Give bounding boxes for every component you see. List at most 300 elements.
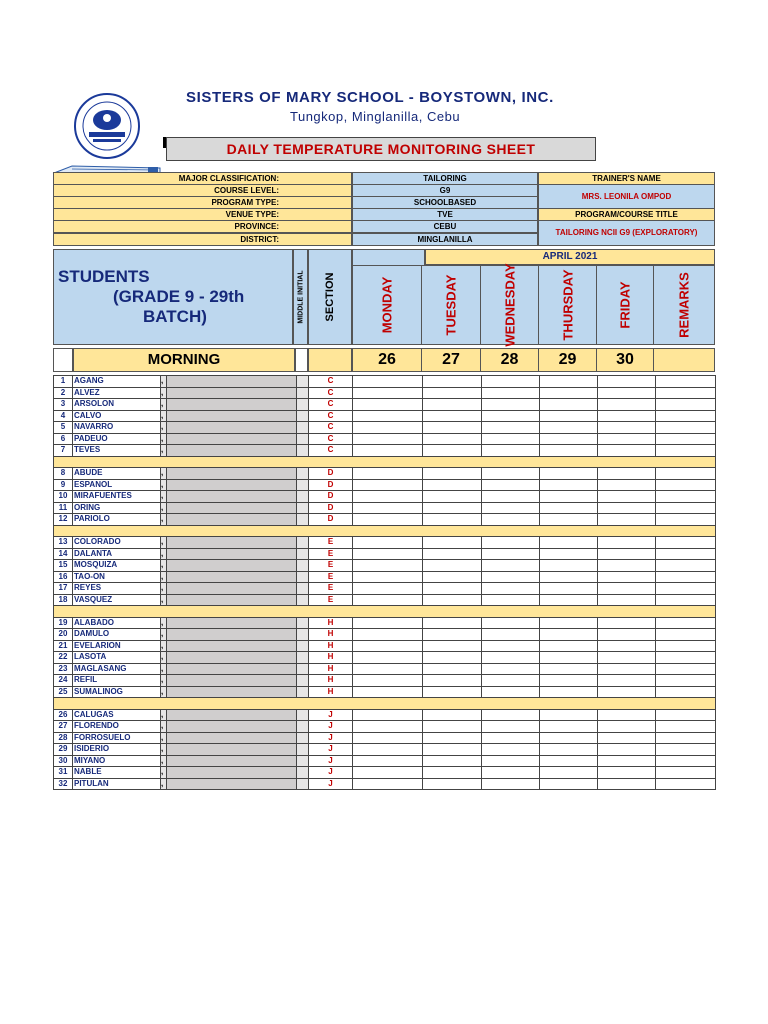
student-number: 19 (54, 617, 73, 629)
temperature-cell-thursday[interactable] (540, 721, 598, 733)
name-separator: , (161, 502, 167, 514)
student-number: 18 (54, 594, 73, 606)
middle-initial-cell[interactable] (297, 514, 309, 526)
temperature-cell-monday[interactable] (353, 663, 423, 675)
temperature-cell-monday[interactable] (353, 422, 423, 434)
student-section: E (309, 537, 353, 549)
temperature-cell-tuesday[interactable] (423, 376, 482, 388)
temperature-cell-tuesday[interactable] (423, 422, 482, 434)
middle-initial-cell[interactable] (297, 594, 309, 606)
remarks-cell[interactable] (656, 778, 716, 790)
student-number: 30 (54, 755, 73, 767)
table-row (54, 376, 716, 388)
temperature-cell-wednesday[interactable] (482, 514, 540, 526)
temperature-cell-friday[interactable] (598, 514, 656, 526)
student-given-name-cell[interactable] (167, 583, 297, 595)
temperature-cell-thursday[interactable] (540, 514, 598, 526)
temperature-cell-monday[interactable] (353, 629, 423, 641)
temperature-cell-thursday[interactable] (540, 502, 598, 514)
temperature-cell-tuesday[interactable] (423, 514, 482, 526)
temperature-cell-tuesday[interactable] (423, 387, 482, 399)
table-row (54, 445, 716, 457)
temperature-cell-wednesday[interactable] (482, 709, 540, 721)
name-separator: , (161, 387, 167, 399)
temperature-cell-thursday[interactable] (540, 663, 598, 675)
remarks-cell[interactable] (656, 709, 716, 721)
temperature-cell-thursday[interactable] (540, 491, 598, 503)
student-given-name-cell[interactable] (167, 445, 297, 457)
temperature-cell-monday[interactable] (353, 433, 423, 445)
temperature-cell-tuesday[interactable] (423, 537, 482, 549)
section-header: SECTION (308, 249, 352, 345)
student-number: 29 (54, 744, 73, 756)
student-given-name-cell[interactable] (167, 629, 297, 641)
temperature-cell-wednesday[interactable] (482, 410, 540, 422)
table-row (54, 629, 716, 641)
middle-initial-cell[interactable] (297, 675, 309, 687)
temperature-cell-friday[interactable] (598, 376, 656, 388)
middle-initial-cell[interactable] (297, 433, 309, 445)
temperature-cell-monday[interactable] (353, 594, 423, 606)
temperature-cell-tuesday[interactable] (423, 778, 482, 790)
student-given-name-cell[interactable] (167, 479, 297, 491)
remarks-cell[interactable] (656, 732, 716, 744)
temperature-cell-wednesday[interactable] (482, 502, 540, 514)
remarks-cell[interactable] (656, 548, 716, 560)
student-section: E (309, 571, 353, 583)
temperature-cell-friday[interactable] (598, 399, 656, 411)
temperature-cell-monday[interactable] (353, 479, 423, 491)
temperature-cell-friday[interactable] (598, 479, 656, 491)
remarks-cell[interactable] (656, 399, 716, 411)
student-given-name-cell[interactable] (167, 663, 297, 675)
temperature-cell-wednesday[interactable] (482, 594, 540, 606)
temperature-cell-thursday[interactable] (540, 594, 598, 606)
temperature-cell-monday[interactable] (353, 583, 423, 595)
student-number: 23 (54, 663, 73, 675)
middle-initial-cell[interactable] (297, 537, 309, 549)
middle-initial-cell[interactable] (297, 629, 309, 641)
middle-initial-cell[interactable] (297, 732, 309, 744)
temperature-cell-friday[interactable] (598, 640, 656, 652)
middle-initial-cell[interactable] (297, 491, 309, 503)
temperature-cell-thursday[interactable] (540, 675, 598, 687)
temperature-cell-tuesday[interactable] (423, 410, 482, 422)
temperature-cell-friday[interactable] (598, 675, 656, 687)
temperature-cell-tuesday[interactable] (423, 744, 482, 756)
student-section: J (309, 778, 353, 790)
temperature-cell-friday[interactable] (598, 744, 656, 756)
student-given-name-cell[interactable] (167, 571, 297, 583)
temperature-cell-friday[interactable] (598, 663, 656, 675)
temperature-cell-monday[interactable] (353, 686, 423, 698)
student-number: 3 (54, 399, 73, 411)
temperature-cell-tuesday[interactable] (423, 652, 482, 664)
temperature-cell-thursday[interactable] (540, 778, 598, 790)
temperature-cell-wednesday[interactable] (482, 732, 540, 744)
student-surname: CALUGAS (73, 709, 161, 721)
temperature-cell-thursday[interactable] (540, 629, 598, 641)
student-given-name-cell[interactable] (167, 617, 297, 629)
temperature-cell-thursday[interactable] (540, 571, 598, 583)
remarks-cell[interactable] (656, 755, 716, 767)
middle-initial-cell[interactable] (297, 422, 309, 434)
temperature-cell-wednesday[interactable] (482, 571, 540, 583)
student-number: 11 (54, 502, 73, 514)
students-header (53, 249, 293, 345)
temperature-cell-friday[interactable] (598, 721, 656, 733)
middle-initial-cell[interactable] (297, 399, 309, 411)
middle-initial-cell[interactable] (297, 571, 309, 583)
student-given-name-cell[interactable] (167, 652, 297, 664)
temperature-cell-wednesday[interactable] (482, 399, 540, 411)
temperature-cell-tuesday[interactable] (423, 721, 482, 733)
student-given-name-cell[interactable] (167, 410, 297, 422)
temperature-cell-friday[interactable] (598, 755, 656, 767)
temperature-cell-friday[interactable] (598, 652, 656, 664)
student-given-name-cell[interactable] (167, 721, 297, 733)
program-title: TAILORING NCII G9 (EXPLORATORY) (538, 220, 715, 246)
temperature-cell-monday[interactable] (353, 778, 423, 790)
student-given-name-cell[interactable] (167, 537, 297, 549)
table-row (54, 502, 716, 514)
student-given-name-cell[interactable] (167, 778, 297, 790)
name-separator: , (161, 744, 167, 756)
student-given-name-cell[interactable] (167, 422, 297, 434)
temperature-cell-thursday[interactable] (540, 709, 598, 721)
remarks-cell[interactable] (656, 663, 716, 675)
remarks-cell[interactable] (656, 479, 716, 491)
middle-initial-cell[interactable] (297, 652, 309, 664)
student-number: 8 (54, 468, 73, 480)
temperature-cell-monday[interactable] (353, 675, 423, 687)
program-header: PROGRAM/COURSE TITLE (538, 208, 715, 221)
temperature-cell-friday[interactable] (598, 778, 656, 790)
student-number: 7 (54, 445, 73, 457)
student-section: J (309, 721, 353, 733)
temperature-cell-friday[interactable] (598, 387, 656, 399)
student-given-name-cell[interactable] (167, 502, 297, 514)
temperature-cell-monday[interactable] (353, 537, 423, 549)
temperature-cell-thursday[interactable] (540, 652, 598, 664)
temperature-cell-friday[interactable] (598, 732, 656, 744)
temperature-cell-tuesday[interactable] (423, 755, 482, 767)
remarks-cell[interactable] (656, 387, 716, 399)
temperature-cell-wednesday[interactable] (482, 537, 540, 549)
temperature-cell-tuesday[interactable] (423, 491, 482, 503)
temperature-cell-wednesday[interactable] (482, 445, 540, 457)
student-given-name-cell[interactable] (167, 709, 297, 721)
remarks-cell[interactable] (656, 686, 716, 698)
student-number: 4 (54, 410, 73, 422)
middle-initial-cell[interactable] (297, 778, 309, 790)
temperature-cell-tuesday[interactable] (423, 502, 482, 514)
temperature-cell-monday[interactable] (353, 767, 423, 779)
student-given-name-cell[interactable] (167, 468, 297, 480)
middle-initial-cell[interactable] (297, 686, 309, 698)
middle-initial-cell[interactable] (297, 663, 309, 675)
temperature-cell-wednesday[interactable] (482, 422, 540, 434)
temperature-cell-friday[interactable] (598, 491, 656, 503)
temperature-cell-monday[interactable] (353, 468, 423, 480)
temperature-cell-monday[interactable] (353, 445, 423, 457)
temperature-cell-tuesday[interactable] (423, 686, 482, 698)
remarks-cell[interactable] (656, 583, 716, 595)
student-given-name-cell[interactable] (167, 399, 297, 411)
temperature-cell-wednesday[interactable] (482, 617, 540, 629)
temperature-cell-tuesday[interactable] (423, 617, 482, 629)
temperature-cell-tuesday[interactable] (423, 583, 482, 595)
middle-initial-cell[interactable] (297, 755, 309, 767)
temperature-cell-thursday[interactable] (540, 732, 598, 744)
temperature-cell-monday[interactable] (353, 709, 423, 721)
temperature-cell-wednesday[interactable] (482, 767, 540, 779)
temperature-cell-monday[interactable] (353, 514, 423, 526)
section-separator-row (54, 456, 716, 468)
temperature-cell-friday[interactable] (598, 445, 656, 457)
name-separator: , (161, 594, 167, 606)
temperature-cell-thursday[interactable] (540, 445, 598, 457)
middle-initial-cell[interactable] (297, 767, 309, 779)
temperature-cell-tuesday[interactable] (423, 479, 482, 491)
remarks-cell[interactable] (656, 422, 716, 434)
remarks-cell[interactable] (656, 640, 716, 652)
student-given-name-cell[interactable] (167, 594, 297, 606)
remarks-cell[interactable] (656, 560, 716, 572)
remarks-cell[interactable] (656, 594, 716, 606)
temperature-cell-thursday[interactable] (540, 583, 598, 595)
day-header-monday: MONDAY (352, 265, 422, 345)
temperature-cell-monday[interactable] (353, 410, 423, 422)
temperature-cell-friday[interactable] (598, 537, 656, 549)
student-given-name-cell[interactable] (167, 387, 297, 399)
temperature-cell-friday[interactable] (598, 629, 656, 641)
temperature-cell-friday[interactable] (598, 571, 656, 583)
remarks-cell[interactable] (656, 445, 716, 457)
temperature-cell-tuesday[interactable] (423, 571, 482, 583)
remarks-cell[interactable] (656, 410, 716, 422)
middle-initial-cell[interactable] (297, 479, 309, 491)
temperature-cell-tuesday[interactable] (423, 594, 482, 606)
table-row (54, 675, 716, 687)
temperature-cell-thursday[interactable] (540, 468, 598, 480)
middle-initial-cell[interactable] (297, 445, 309, 457)
info-value-program-type: SCHOOLBASED (352, 196, 538, 209)
remarks-cell[interactable] (656, 617, 716, 629)
remarks-cell[interactable] (656, 675, 716, 687)
temperature-cell-tuesday[interactable] (423, 709, 482, 721)
temperature-cell-tuesday[interactable] (423, 732, 482, 744)
temperature-cell-wednesday[interactable] (482, 744, 540, 756)
remarks-cell[interactable] (656, 571, 716, 583)
middle-initial-cell[interactable] (297, 560, 309, 572)
temperature-cell-wednesday[interactable] (482, 778, 540, 790)
middle-initial-cell[interactable] (297, 468, 309, 480)
student-given-name-cell[interactable] (167, 732, 297, 744)
name-separator: , (161, 560, 167, 572)
student-section: C (309, 445, 353, 457)
temperature-cell-friday[interactable] (598, 433, 656, 445)
student-given-name-cell[interactable] (167, 744, 297, 756)
middle-initial-cell[interactable] (297, 709, 309, 721)
temperature-cell-thursday[interactable] (540, 744, 598, 756)
temperature-cell-wednesday[interactable] (482, 583, 540, 595)
temperature-cell-thursday[interactable] (540, 387, 598, 399)
temperature-cell-friday[interactable] (598, 560, 656, 572)
middle-initial-cell[interactable] (297, 548, 309, 560)
temperature-cell-monday[interactable] (353, 560, 423, 572)
name-separator: , (161, 514, 167, 526)
student-given-name-cell[interactable] (167, 640, 297, 652)
middle-initial-cell[interactable] (297, 744, 309, 756)
temperature-cell-friday[interactable] (598, 548, 656, 560)
student-given-name-cell[interactable] (167, 560, 297, 572)
temperature-cell-thursday[interactable] (540, 537, 598, 549)
remarks-cell[interactable] (656, 721, 716, 733)
student-given-name-cell[interactable] (167, 491, 297, 503)
middle-initial-cell[interactable] (297, 583, 309, 595)
student-number: 16 (54, 571, 73, 583)
temperature-cell-tuesday[interactable] (423, 560, 482, 572)
temperature-cell-monday[interactable] (353, 502, 423, 514)
temperature-cell-thursday[interactable] (540, 560, 598, 572)
temperature-cell-monday[interactable] (353, 548, 423, 560)
info-label-venue-type: VENUE TYPE: (53, 208, 352, 221)
remarks-cell[interactable] (656, 767, 716, 779)
temperature-cell-friday[interactable] (598, 410, 656, 422)
middle-initial-cell[interactable] (297, 640, 309, 652)
name-separator: , (161, 537, 167, 549)
temperature-cell-tuesday[interactable] (423, 548, 482, 560)
temperature-cell-thursday[interactable] (540, 640, 598, 652)
remarks-cell[interactable] (656, 537, 716, 549)
temperature-cell-thursday[interactable] (540, 617, 598, 629)
middle-initial-cell[interactable] (297, 387, 309, 399)
remarks-cell[interactable] (656, 629, 716, 641)
temperature-cell-tuesday[interactable] (423, 433, 482, 445)
temperature-cell-monday[interactable] (353, 571, 423, 583)
remarks-cell[interactable] (656, 514, 716, 526)
remarks-cell[interactable] (656, 744, 716, 756)
temperature-cell-monday[interactable] (353, 744, 423, 756)
student-given-name-cell[interactable] (167, 514, 297, 526)
temperature-cell-monday[interactable] (353, 721, 423, 733)
temperature-cell-friday[interactable] (598, 709, 656, 721)
student-given-name-cell[interactable] (167, 686, 297, 698)
temperature-cell-tuesday[interactable] (423, 629, 482, 641)
temperature-cell-monday[interactable] (353, 399, 423, 411)
temperature-cell-thursday[interactable] (540, 755, 598, 767)
student-section: D (309, 502, 353, 514)
student-section: J (309, 732, 353, 744)
temperature-cell-monday[interactable] (353, 387, 423, 399)
temperature-cell-thursday[interactable] (540, 433, 598, 445)
temperature-cell-wednesday[interactable] (482, 721, 540, 733)
temperature-cell-wednesday[interactable] (482, 433, 540, 445)
table-row (54, 744, 716, 756)
middle-initial-cell[interactable] (297, 410, 309, 422)
temperature-cell-thursday[interactable] (540, 399, 598, 411)
temperature-cell-tuesday[interactable] (423, 640, 482, 652)
temperature-cell-thursday[interactable] (540, 686, 598, 698)
temperature-cell-friday[interactable] (598, 583, 656, 595)
temperature-cell-wednesday[interactable] (482, 479, 540, 491)
remarks-cell[interactable] (656, 491, 716, 503)
temperature-cell-wednesday[interactable] (482, 755, 540, 767)
student-given-name-cell[interactable] (167, 767, 297, 779)
student-section: H (309, 686, 353, 698)
temperature-cell-wednesday[interactable] (482, 560, 540, 572)
temperature-cell-wednesday[interactable] (482, 376, 540, 388)
temperature-cell-thursday[interactable] (540, 479, 598, 491)
temperature-cell-monday[interactable] (353, 652, 423, 664)
temperature-cell-monday[interactable] (353, 732, 423, 744)
temperature-cell-tuesday[interactable] (423, 468, 482, 480)
student-given-name-cell[interactable] (167, 755, 297, 767)
temperature-cell-monday[interactable] (353, 617, 423, 629)
remarks-cell[interactable] (656, 652, 716, 664)
remarks-cell[interactable] (656, 433, 716, 445)
middle-initial-cell[interactable] (297, 376, 309, 388)
temperature-cell-friday[interactable] (598, 617, 656, 629)
temperature-cell-monday[interactable] (353, 755, 423, 767)
temperature-cell-tuesday[interactable] (423, 675, 482, 687)
temperature-cell-wednesday[interactable] (482, 629, 540, 641)
middle-initial-cell[interactable] (297, 502, 309, 514)
remarks-cell[interactable] (656, 502, 716, 514)
temperature-cell-friday[interactable] (598, 502, 656, 514)
temperature-cell-friday[interactable] (598, 594, 656, 606)
temperature-cell-wednesday[interactable] (482, 675, 540, 687)
temperature-cell-friday[interactable] (598, 468, 656, 480)
middle-initial-cell[interactable] (297, 617, 309, 629)
temperature-cell-thursday[interactable] (540, 410, 598, 422)
temperature-cell-tuesday[interactable] (423, 767, 482, 779)
month-header: APRIL 2021 (425, 249, 715, 265)
student-given-name-cell[interactable] (167, 433, 297, 445)
temperature-cell-thursday[interactable] (540, 767, 598, 779)
student-given-name-cell[interactable] (167, 675, 297, 687)
name-separator: , (161, 617, 167, 629)
temperature-cell-monday[interactable] (353, 640, 423, 652)
temperature-cell-friday[interactable] (598, 767, 656, 779)
temperature-cell-wednesday[interactable] (482, 387, 540, 399)
student-given-name-cell[interactable] (167, 548, 297, 560)
remarks-cell[interactable] (656, 468, 716, 480)
student-given-name-cell[interactable] (167, 376, 297, 388)
temperature-cell-thursday[interactable] (540, 548, 598, 560)
school-name: SISTERS OF MARY SCHOOL - BOYSTOWN, INC. (186, 89, 554, 106)
temperature-cell-friday[interactable] (598, 422, 656, 434)
temperature-cell-wednesday[interactable] (482, 468, 540, 480)
middle-initial-cell[interactable] (297, 721, 309, 733)
temperature-cell-wednesday[interactable] (482, 663, 540, 675)
temperature-cell-wednesday[interactable] (482, 652, 540, 664)
temperature-cell-monday[interactable] (353, 491, 423, 503)
temperature-cell-thursday[interactable] (540, 376, 598, 388)
remarks-cell[interactable] (656, 376, 716, 388)
temperature-cell-tuesday[interactable] (423, 663, 482, 675)
temperature-cell-wednesday[interactable] (482, 548, 540, 560)
temperature-cell-thursday[interactable] (540, 422, 598, 434)
temperature-cell-wednesday[interactable] (482, 640, 540, 652)
temperature-cell-tuesday[interactable] (423, 399, 482, 411)
temperature-cell-monday[interactable] (353, 376, 423, 388)
temperature-cell-friday[interactable] (598, 686, 656, 698)
temperature-cell-tuesday[interactable] (423, 445, 482, 457)
temperature-cell-wednesday[interactable] (482, 686, 540, 698)
temperature-cell-wednesday[interactable] (482, 491, 540, 503)
